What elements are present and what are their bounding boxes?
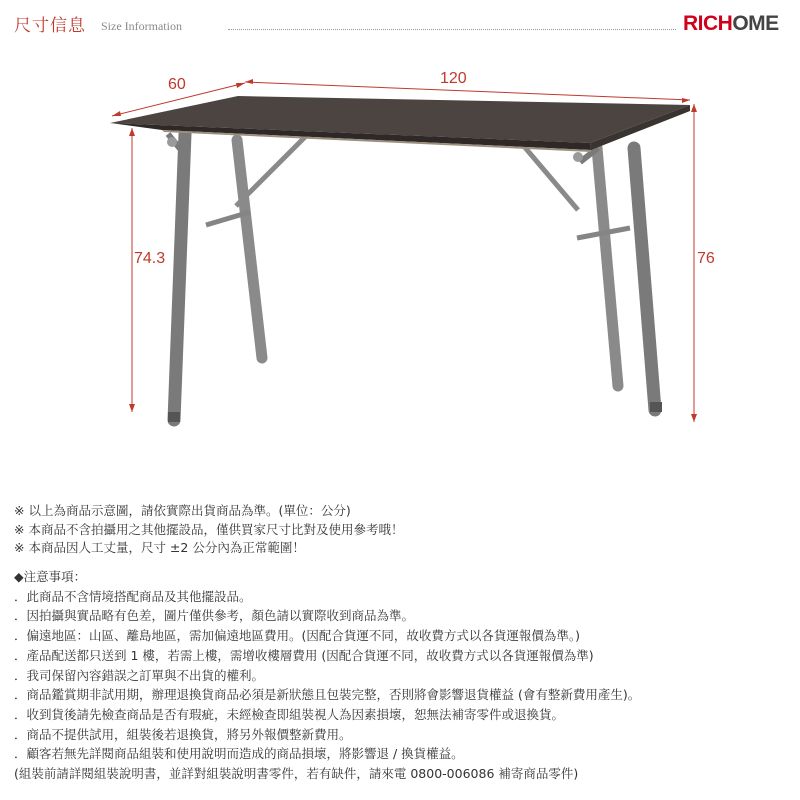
page-header bbox=[0, 0, 800, 50]
left-height-dimension-line bbox=[129, 128, 135, 412]
caution-item: ．因拍攝與實品略有色差，圖片僅供參考，顏色請以實際收到商品為準。 bbox=[14, 608, 415, 624]
caution-item: ．商品不提供試用，組裝後若退換貨，將另外報價整新費用。 bbox=[14, 726, 352, 742]
dotted-divider bbox=[228, 29, 676, 30]
caution-item: ．偏遠地區：山區、離島地區，需加偏遠地區費用。(因配合貨運不同，故收費方式以各貨運報價為準。) bbox=[14, 628, 581, 644]
caution-item: ．顧客若無先詳閱商品組裝和使用說明而造成的商品損壞，將影響退 / 換貨權益。 bbox=[14, 746, 464, 762]
depth-label: 60 bbox=[168, 76, 186, 93]
table-illustration bbox=[0, 60, 800, 500]
note-line: ※ 本商品因人工丈量，尺寸 ±2 公分內為正常範圍！ bbox=[14, 540, 305, 555]
note-line: ※ 本商品不含拍攝用之其他擺設品，僅供買家尺寸比對及使用參考哦！ bbox=[14, 521, 404, 537]
caution-item: (組裝前請詳閱組裝說明書，並詳對組裝說明書零件，若有缺件，請來電 0800-006086 補寄商品零件) bbox=[14, 766, 579, 782]
left-height-label: 74.3 bbox=[134, 250, 166, 267]
caution-item: ．收到貨後請先檢查商品是否有瑕疵，未經檢查即組裝視人為因素損壞，恕無法補寄零件或退換貨。 bbox=[14, 706, 565, 722]
cautions-heading: ◆注意事項： bbox=[14, 569, 87, 584]
brand-logo-part-red: RICH bbox=[683, 12, 733, 35]
caution-item: ．商品鑑賞期非試用期，辦理退換貨商品必須是新狀態且包裝完整，否則將會影響退貨權益 (會有整新費用產生)。 bbox=[14, 687, 641, 703]
folding-table-image bbox=[110, 96, 690, 422]
caution-item: ．產品配送都只送到 1 樓，若需上樓，需增收樓層費用 (因配合貨運不同，故收費方式以各貨運報價為準) bbox=[14, 647, 594, 663]
note-line: ※ 以上為商品示意圖，請依實際出貨商品為準。(單位：公分) bbox=[14, 503, 351, 518]
cautions-section bbox=[14, 567, 794, 784]
caution-item: ．我司保留內容錯誤之訂單與不出貨的權利。 bbox=[14, 667, 265, 683]
brand-logo bbox=[683, 12, 779, 36]
width-label: 120 bbox=[440, 70, 467, 87]
brand-logo-part-gray: OME bbox=[732, 12, 779, 35]
section-subtitle: Size Information bbox=[101, 19, 182, 33]
caution-item: ．此商品不含情境搭配商品及其他擺設品。 bbox=[14, 588, 252, 604]
notes-section bbox=[14, 502, 794, 558]
section-title: 尺寸信息 bbox=[14, 16, 86, 36]
right-height-label: 76 bbox=[697, 250, 715, 267]
